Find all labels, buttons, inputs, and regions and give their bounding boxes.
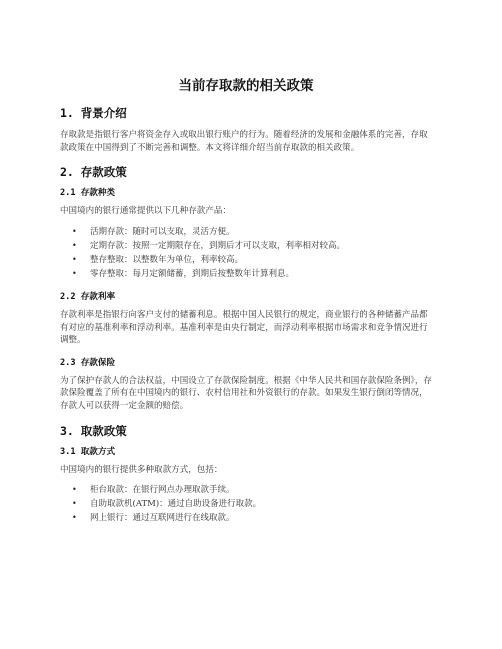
deposit-types-intro: 中国境内的银行通常提供以下几种存款产品： [60,206,232,217]
subsection-heading-deposit-types: 2.1 存款种类 [60,188,116,199]
section-heading-deposit-policy: 2. 存款政策 [60,165,127,180]
list-item-text: 自助取款机(ATM)：通过自助设备进行取款。 [90,499,262,510]
bullet-icon: • [72,226,77,236]
background-paragraph: 存取款是指银行客户将资金存入或取出银行账户的行为。随着经济的发展和金融体系的完善，存取款政策在中国得到了不断完善和调整。本文将详细介绍当前存取款的相关政策。 [60,130,428,153]
list-item-text: 定期存款：按照一定期限存在，到期后才可以支取，利率相对较高。 [90,240,346,251]
withdrawal-methods-intro: 中国境内的银行提供多种取款方式，包括： [60,464,223,475]
bullet-icon: • [72,485,77,495]
subsection-heading-deposit-rates: 2.2 存款利率 [60,291,116,302]
list-item-text: 整存整取：以整数年为单位，利率较高。 [90,255,244,266]
deposit-insurance-paragraph: 为了保护存款人的合法权益，中国设立了存款保险制度。根据《中华人民共和国存款保险条例》，存款保险覆盖了所有在中国境内的银行、农村信用社和外资银行的存款。如果发生银行倒闭等情况，存款人可以获得一定金额的赔偿。 [60,375,432,411]
bullet-icon: • [72,499,77,509]
deposit-types-list [60,226,432,281]
bullet-icon: • [72,269,77,279]
bullet-icon: • [72,240,77,250]
list-item-text: 网上银行：通过互联网进行在线取款。 [90,513,235,524]
list-item [60,512,432,525]
subsection-heading-deposit-insurance: 2.3 存款保险 [60,357,116,368]
list-item [60,254,432,267]
list-item [60,268,432,281]
document-title: 当前存取款的相关政策 [178,78,314,94]
deposit-rates-paragraph: 存款利率是指银行向客户支付的储蓄利息。根据中国人民银行的规定，商业银行的各种储蓄产品都有对应的基准利率和浮动利率。基准利率是由央行制定，而浮动利率根据市场需求和竞争情况进行调整。 [60,309,428,346]
list-item-text: 活期存款：随时可以支取，灵活方便。 [90,226,235,237]
list-item-text: 零存整取：每月定额储蓄，到期后按整数年计算利息。 [90,269,295,280]
list-item [60,226,432,239]
bullet-icon: • [72,513,77,523]
withdrawal-methods-list [60,484,432,525]
bullet-icon: • [72,255,77,265]
list-item-text: 柜台取款：在银行网点办理取款手续。 [90,485,235,496]
list-item [60,498,432,511]
section-heading-background: 1. 背景介绍 [60,106,127,120]
subsection-heading-withdrawal-methods: 3.1 取款方式 [60,446,116,457]
list-item [60,484,432,497]
list-item [60,240,432,253]
section-heading-withdrawal-policy: 3. 取款政策 [60,423,127,438]
